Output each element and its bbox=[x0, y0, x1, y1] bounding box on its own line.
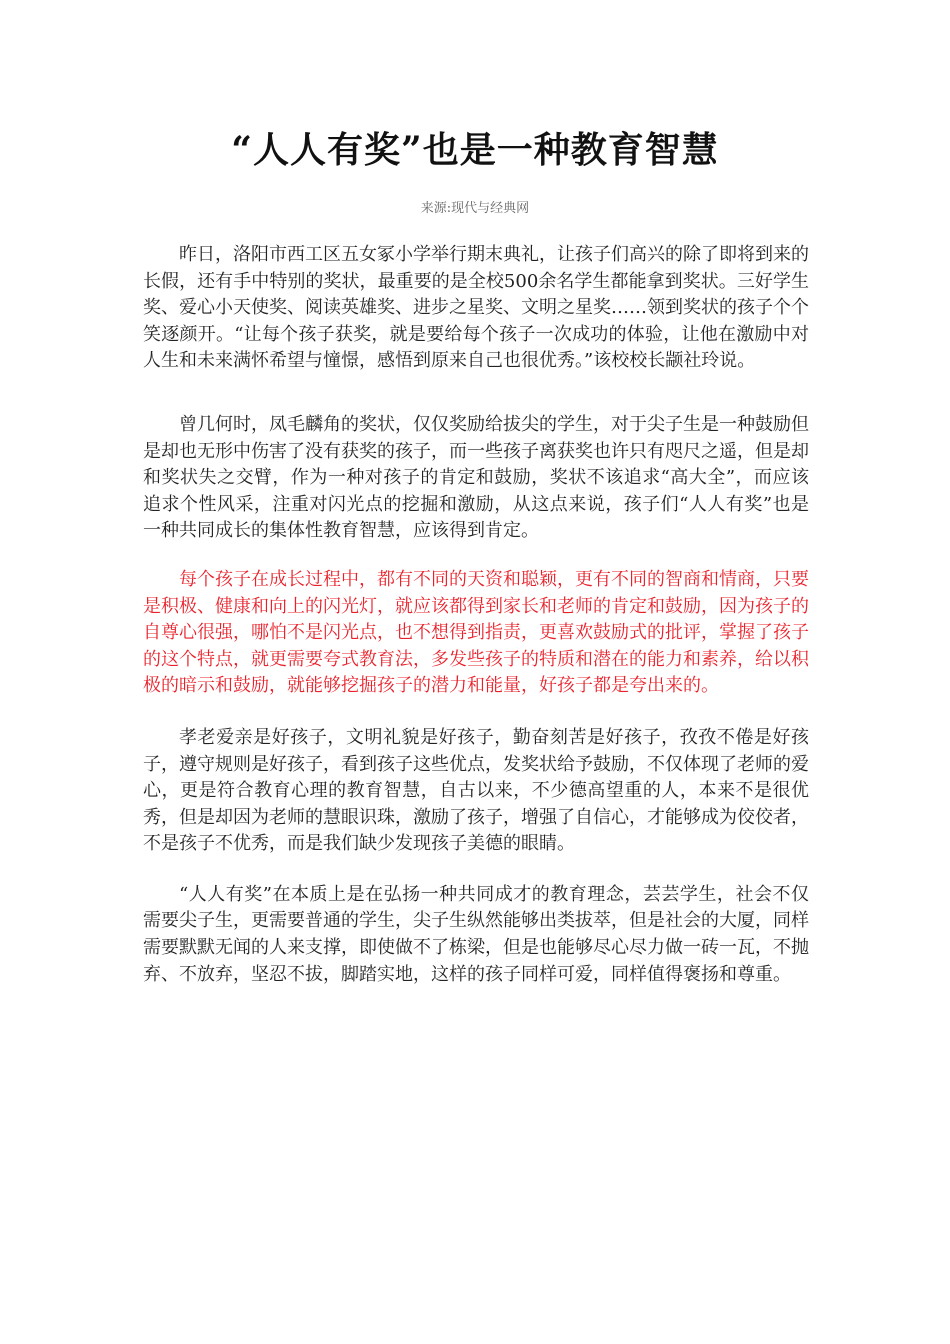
paragraph-4: 孝老爱亲是好孩子，文明礼貌是好孩子，勤奋刻苦是好孩子，孜孜不倦是好孩子，遵守规则是好孩子，看到孩子这些优点，发奖状给予鼓励，不仅体现了老师的爱心，更是符合教育心理的教育智慧，自古以来，不少德高望重的人，本来不是很优秀，但是却因为老师的慧眼识珠，激励了孩子，增强了自信心，才能够成为佼佼者，不是孩子不优秀，而是我们缺少发现孩子美德的眼睛。 bbox=[143, 726, 809, 855]
paragraph-3-highlighted: 每个孩子在成长过程中，都有不同的天资和聪颖，更有不同的智商和情商，只要是积极、健康和向上的闪光灯，就应该都得到家长和老师的肯定和鼓励，因为孩子的自尊心很强，哪怕不是闪光点，也不想得到指责，更喜欢鼓励式的批评，掌握了孩子的这个特点，就更需要夸式教育法，多发些孩子的特质和潜在的能力和素养，给以积极的暗示和鼓励，就能够挖掘孩子的潜力和能量，好孩子都是夸出来的。 bbox=[143, 568, 809, 697]
paragraph-1: 昨日，洛阳市西工区五女冢小学举行期末典礼，让孩子们高兴的除了即将到来的长假，还有手中特别的奖状，最重要的是全校500余名学生都能拿到奖状。三好学生奖、爱心小天使奖、阅读英雄奖、进步之星奖、文明之星奖……领到奖状的孩子个个笑逐颜开。“让每个孩子获奖，就是要给每个孩子一次成功的体验，让他在激励中对人生和未来满怀希望与憧憬，感悟到原来自己也很优秀。”该校校长颛社玲说。 bbox=[143, 244, 809, 372]
article-source: 来源:现代与经典网 bbox=[420, 201, 530, 216]
article-body bbox=[143, 242, 809, 988]
article-title: “人人有奖”也是一种教育智慧 bbox=[231, 129, 719, 171]
paragraph-5: “人人有奖”在本质上是在弘扬一种共同成才的教育理念，芸芸学生，社会不仅需要尖子生，更需要普通的学生，尖子生纵然能够出类拔萃，但是社会的大厦，同样需要默默无闻的人来支撑，即使做不了栋梁，但是也能够尽心尽力做一砖一瓦，不抛弃、不放弃，坚忍不拔，脚踏实地，这样的孩子同样可爱，同样值得褒扬和尊重。 bbox=[143, 883, 809, 985]
paragraph-2: 曾几何时，凤毛麟角的奖状，仅仅奖励给拔尖的学生，对于尖子生是一种鼓励但是却也无形中伤害了没有获奖的孩子，而一些孩子离获奖也许只有咫尺之遥，但是却和奖状失之交臂，作为一种对孩子的肯定和鼓励，奖状不该追求“高大全”，而应该追求个性风采，注重对闪光点的挖掘和激励，从这点来说，孩子们“人人有奖”也是一种共同成长的集体性教育智慧，应该得到肯定。 bbox=[143, 413, 809, 542]
